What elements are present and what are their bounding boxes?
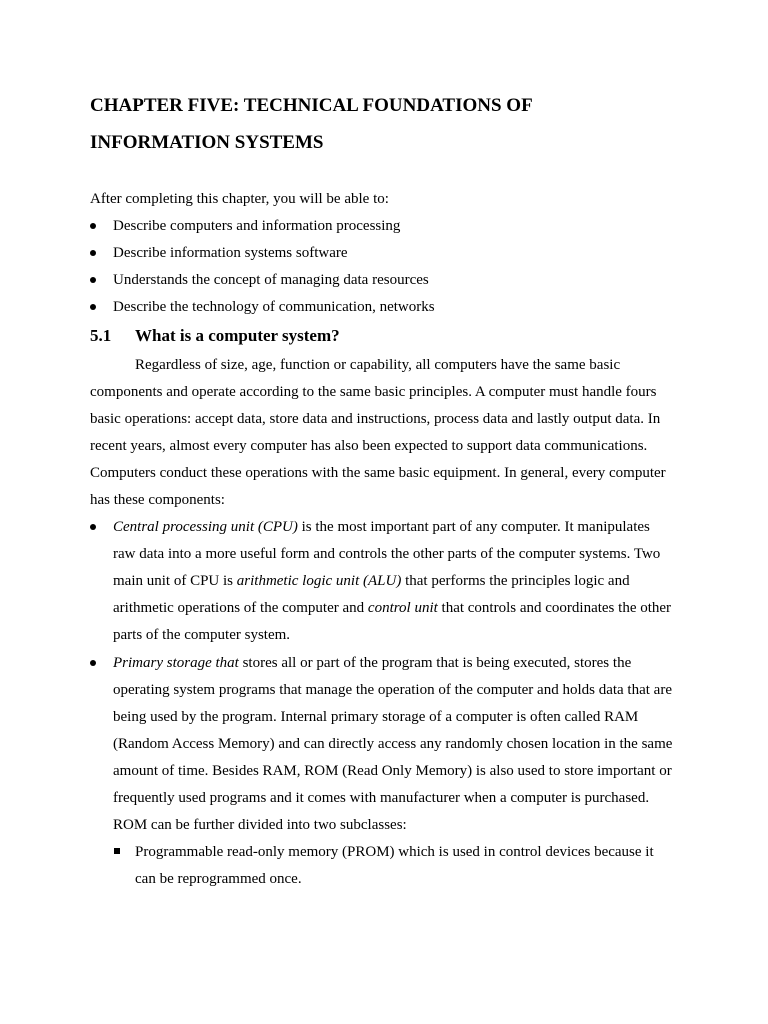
storage-line: frequently used programs and it comes with manufacturer when a computer is purchased. [113, 790, 650, 806]
square-bullet-icon [114, 848, 120, 854]
paragraph-line: Computers conduct these operations with the same basic equipment. In general, every computer [90, 465, 666, 481]
paragraph-line: has these components: [90, 492, 225, 508]
intro-text: After completing this chapter, you will be able to: [90, 191, 389, 207]
cpu-term: Central processing unit (CPU) [113, 519, 298, 535]
paragraph-line: basic operations: accept data, store data and instructions, process data and lastly output data. In [90, 411, 661, 427]
alu-term: arithmetic logic unit (ALU) [236, 573, 402, 589]
objectives-list [90, 216, 435, 324]
bullet-icon [90, 660, 96, 666]
bullet-icon [90, 223, 96, 229]
chapter-title [90, 87, 690, 161]
rom-subclasses-list [113, 839, 690, 893]
bullet-icon [90, 250, 96, 256]
paragraph-line: recent years, almost every computer has also been expected to support data communications. [90, 438, 648, 454]
objective-item: Describe the technology of communication, networks [90, 297, 435, 324]
storage-term: Primary storage that [113, 655, 239, 671]
bullet-icon [90, 277, 96, 283]
storage-line: operating system programs that manage the operation of the computer and holds data that are [113, 682, 672, 698]
section-heading [90, 325, 340, 347]
storage-line: amount of time. Besides RAM, ROM (Read Only Memory) is also used to store important or [113, 763, 672, 779]
components-list [90, 514, 690, 893]
bullet-icon [90, 304, 96, 310]
body-paragraph [90, 352, 690, 514]
cpu-line: raw data into a more useful form and controls the other parts of the computer systems. Two [113, 546, 661, 562]
storage-item: Primary storage that stores all or part of the program that is being executed, stores the operating system programs that manage the operation of the computer and holds data that are being used by the program. Internal primary storage of a computer is often called RAM (Random Access Memory) and can directly access any randomly chosen location in the same amount of time. Besides RAM, ROM (Read Only Memory) is also used to store important or frequently used programs and it comes with manufacturer when a computer is purchased. ROM can be further divided into two subclasses: Programmable read-only memory (PROM) which is used in control devices because it can be reprogrammed once. [90, 650, 690, 893]
storage-line: ROM can be further divided into two subclasses: [113, 817, 407, 833]
section-title: What is a computer system? [135, 326, 340, 345]
chapter-title-line-1: CHAPTER FIVE: TECHNICAL FOUNDATIONS OF [90, 95, 533, 116]
storage-line: (Random Access Memory) and can directly access any randomly chosen location in the same [113, 736, 673, 752]
chapter-title-line-2: INFORMATION SYSTEMS [90, 132, 324, 153]
objective-item: Describe information systems software [90, 243, 435, 270]
bullet-icon [90, 524, 96, 530]
paragraph-line: Regardless of size, age, function or capability, all computers have the same basic [135, 357, 621, 373]
prom-item: Programmable read-only memory (PROM) which is used in control devices because it can be reprogrammed once. [113, 839, 690, 893]
cpu-item: Central processing unit (CPU) is the most important part of any computer. It manipulates raw data into a more useful form and controls the other parts of the computer systems. Two main unit of CPU is arithmetic logic unit (ALU) that performs the principles logic and arithmetic operations of the computer and control unit that controls and coordinates the other parts of the computer system. [90, 514, 690, 649]
paragraph-line: components and operate according to the same basic principles. A computer must handle fours [90, 384, 657, 400]
storage-line: being used by the program. Internal primary storage of a computer is often called RAM [113, 709, 639, 725]
control-unit-term: control unit [367, 600, 438, 616]
objective-item: Understands the concept of managing data resources [90, 270, 435, 297]
section-number: 5.1 [90, 326, 112, 345]
objective-item: Describe computers and information processing [90, 216, 435, 243]
cpu-line: parts of the computer system. [113, 627, 291, 643]
